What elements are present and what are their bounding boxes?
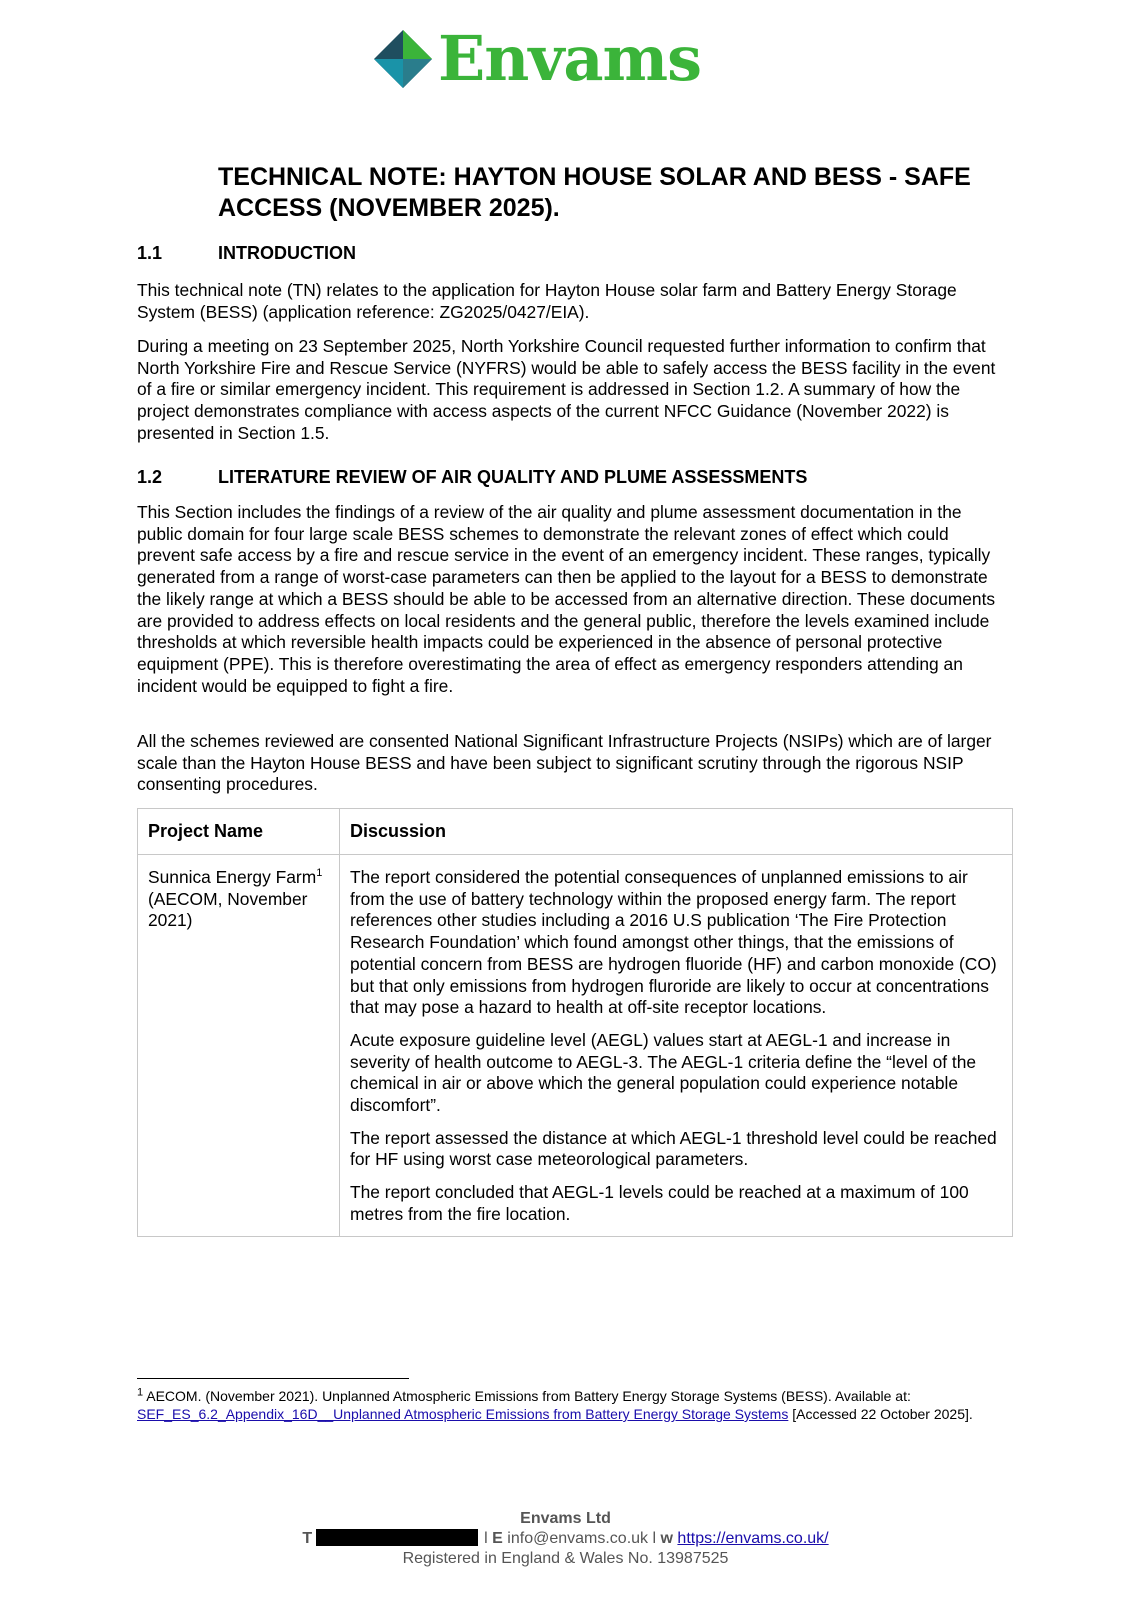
redacted-phone-number (316, 1529, 478, 1546)
discussion-paragraph: Acute exposure guideline level (AEGL) values start at AEGL-1 and increase in severity of health outcome to AEGL-3. The AEGL-1 criteria define the “level of the chemical in air or above which the general population could experience notable discomfort”. (350, 1029, 977, 1116)
project-name-cell (138, 855, 340, 1237)
footnote (137, 1387, 1007, 1423)
footnote-text: AECOM. (November 2021). Unplanned Atmospheric Emissions from Battery Energy Storage Systems (BESS). Available at: (143, 1388, 911, 1404)
project-name: Sunnica Energy Farm (148, 867, 317, 887)
logo-wordmark: Envams (438, 22, 702, 95)
page-title: TECHNICAL NOTE: HAYTON HOUSE SOLAR AND BESS - SAFE ACCESS (NOVEMBER 2025). (218, 163, 971, 222)
literature-review-table (137, 808, 1013, 1237)
footer-company: Envams Ltd (520, 1510, 611, 1527)
footer-registration: Registered in England & Wales No. 13987525 (402, 1550, 729, 1567)
footnote-reference[interactable]: 1 (316, 867, 323, 880)
envams-diamond-mark-icon (372, 28, 434, 90)
discussion-paragraph: The report considered the potential consequences of unplanned emissions to air from the use of battery technology within the proposed energy farm. The report references other studies including a 2016 U.S publication ‘The Fire Protection Research Foundation’ which found amongst other things, that the emissions of potential concern from BESS are hydrogen fluoride (HF) and carbon monoxide (CO) but that only emissions from hydrogen fluroride are likely to occur at concentrations that may pose a hazard to health at off-site receptor locations. (350, 867, 997, 1018)
intro-paragraph-2: During a meeting on 23 September 2025, North Yorkshire Council requested further information to confirm that North Yorkshire Fire and Rescue Service (NYFRS) would be able to safely access the BESS facility in the event of a fire or similar emergency incident. This requirement is addressed in Section 1.2. A summary of how the project demonstrates compliance with access aspects of the current NFCC Guidance (November 2022) is presented in Section 1.5. (137, 336, 996, 443)
section-1-2-heading (137, 467, 807, 488)
column-header-discussion: Discussion (340, 809, 1013, 855)
web-label: w (660, 1530, 673, 1547)
table-row (138, 855, 1013, 1237)
column-header-project-name: Project Name (138, 809, 340, 855)
section-number: 1.2 (137, 467, 163, 487)
envams-logo (372, 22, 702, 95)
review-paragraph-2: All the schemes reviewed are consented National Significant Infrastructure Projects (NSIPs) which are of larger scale than the Hayton House BESS and have been subject to significant scrutiny through the rigorous NSIP consenting procedures. (137, 731, 992, 795)
phone-label: T (302, 1530, 313, 1547)
footnote-accessed: [Accessed 22 October 2025]. (788, 1406, 973, 1422)
section-title: LITERATURE REVIEW OF AIR QUALITY AND PLUME ASSESSMENTS (218, 467, 808, 487)
section-1-1-heading (137, 243, 356, 264)
page-footer (0, 1509, 1131, 1569)
review-paragraph-1: This Section includes the findings of a review of the air quality and plume assessment documentation in the public domain for four large scale BESS schemes to demonstrate the relevant zones of effect which could prevent safe access by a fire and rescue service in the event of an emergency incident. These ranges, typically generated from a range of worst-case parameters can then be applied to the layout for a BESS to demonstrate the likely range at which a BESS should be able to be accessed from an alternative direction. These documents are provided to address effects on local residents and the general public, therefore the levels examined include thresholds at which reversible health impacts could be experienced in the absence of personal protective equipment (PPE). This is therefore overestimating the area of effect as emergency responders attending an incident would be equipped to fight a fire. (137, 502, 996, 696)
discussion-paragraph: The report concluded that AEGL-1 levels could be reached at a maximum of 100 metres from the fire location. (350, 1182, 969, 1224)
footnote-marker: 1 (137, 1386, 144, 1399)
discussion-paragraph: The report assessed the distance at which AEGL-1 threshold level could be reached for HF using worst case meteorological parameters. (350, 1127, 997, 1170)
table-header-row (138, 809, 1013, 855)
section-title: INTRODUCTION (218, 243, 356, 263)
email-label: E (492, 1530, 503, 1547)
discussion-cell (340, 855, 1013, 1237)
project-source: (AECOM, November 2021) (148, 888, 308, 931)
intro-paragraph-1: This technical note (TN) relates to the application for Hayton House solar farm and Battery Energy Storage System (BESS) (application reference: ZG2025/0427/EIA). (137, 280, 957, 322)
footnote-divider (137, 1378, 409, 1379)
footer-website-link[interactable]: https://envams.co.uk/ (677, 1530, 829, 1547)
footer-contact-line (0, 1529, 1131, 1549)
footnote-link[interactable]: SEF_ES_6.2_Appendix_16D__Unplanned Atmospheric Emissions from Battery Energy Storage Systems (137, 1406, 789, 1422)
separator: l (484, 1530, 488, 1547)
footer-email[interactable]: info@envams.co.uk (507, 1530, 649, 1547)
section-number: 1.1 (137, 243, 163, 263)
separator: l (652, 1530, 657, 1547)
